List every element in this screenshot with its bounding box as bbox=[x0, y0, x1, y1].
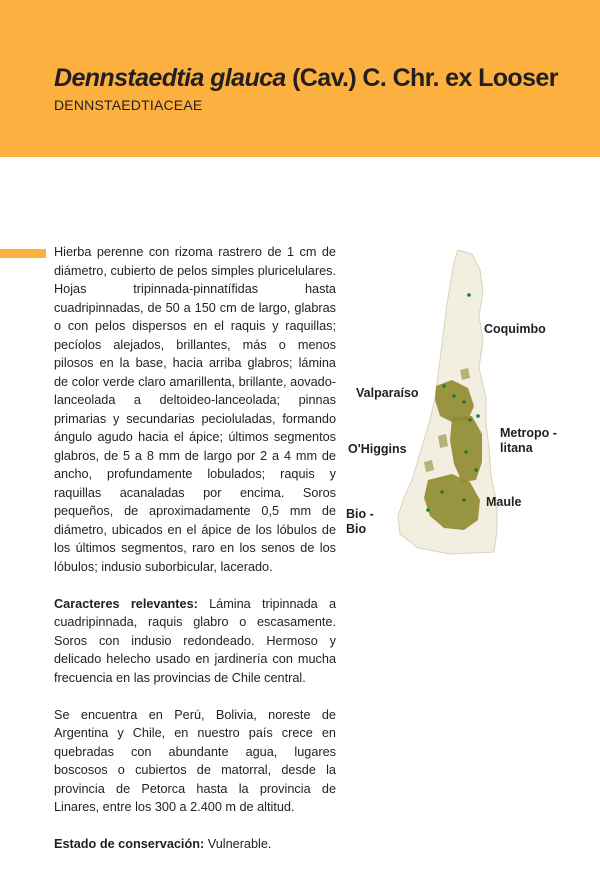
occurrence-point bbox=[426, 508, 430, 512]
relevant-characters-label: Caracteres relevantes: bbox=[54, 596, 198, 611]
description-paragraph: Hierba perenne con rizoma rastrero de 1 cm de diámetro, cubierto de pelos simples pluricelulares. Hojas tripinnada-pinnatífidas hasta cuadripinnadas, de 50 a 150 cm de largo, glabras o con pelos dispersos en el raquis y raquillas; pecíolos alejados, brillantes, más o menos pilosos en la base, hacia arriba glabros; lámina de color verde claro amarillenta, brillante, aovado-lanceolada a deltoideo-lanceolada; pinnas primarias y secundarias pecioluladas, formando ángulo agudo hacia el ápice; últimos segmentos glabros, de 5 a 8 mm de largo por 2 a 4 mm de ancho, profundamente lobulados; raquis y raquillas acanaladas por encima. Soros pequeños, de aproximadamente 0,5 mm de diámetro, ubicados en el ápice de los lóbulos de los últimos segmentos, raro en los senos de los lóbulos; indusio suborbicular, lacerado. bbox=[54, 245, 336, 574]
author-citation: (Cav.) C. Chr. ex Looser bbox=[285, 64, 558, 92]
occurrence-point bbox=[476, 414, 480, 418]
occurrence-point bbox=[464, 450, 468, 454]
occurrence-point bbox=[474, 468, 478, 472]
map-label-valparaiso: Valparaíso bbox=[356, 386, 419, 400]
conservation-paragraph bbox=[54, 835, 336, 854]
title-banner bbox=[0, 0, 600, 157]
region-map-graphic bbox=[340, 248, 600, 560]
distribution-paragraph: Se encuentra en Perú, Bolivia, noreste de Argentina y Chile, en nuestro país crece en quebradas con abundante agua, lugares boscosos o cubiertos de matorral, desde la provincia de Petorca hasta la provincia de Linares, entre los 300 a 2.400 m de altitud. bbox=[54, 707, 336, 814]
occurrence-point bbox=[468, 418, 472, 422]
map-label-ohiggins: O'Higgins bbox=[348, 442, 407, 456]
species-text bbox=[54, 243, 336, 872]
distribution-map bbox=[340, 248, 600, 560]
family-name: DENNSTAEDTIACEAE bbox=[54, 97, 203, 113]
page-title bbox=[54, 62, 558, 94]
map-label-coquimbo: Coquimbo bbox=[484, 322, 546, 336]
scientific-name: Dennstaedtia glauca bbox=[54, 64, 286, 92]
occurrence-point bbox=[467, 293, 471, 297]
map-label-metropolitana: Metropo - litana bbox=[500, 426, 557, 455]
section-accent-bar bbox=[0, 249, 46, 258]
occurrence-point bbox=[452, 394, 456, 398]
occurrence-point bbox=[462, 498, 466, 502]
occurrence-point bbox=[440, 490, 444, 494]
map-label-biobio: Bio - Bio bbox=[346, 507, 374, 536]
relevant-characters-paragraph bbox=[54, 595, 336, 688]
occurrence-point bbox=[442, 384, 446, 388]
conservation-text: Vulnerable. bbox=[204, 837, 272, 851]
occurrence-point bbox=[462, 400, 466, 404]
relevant-characters-text: Lámina tripinnada a cuadripinnada, raquis glabro o escasamente. Soros con indusio redondeado. Hermoso y delicado helecho usado en jardinería con mucha frecuencia en las provincias de Chile central. bbox=[54, 596, 337, 685]
conservation-label: Estado de conservación: bbox=[54, 837, 205, 851]
map-label-maule: Maule bbox=[486, 495, 522, 509]
